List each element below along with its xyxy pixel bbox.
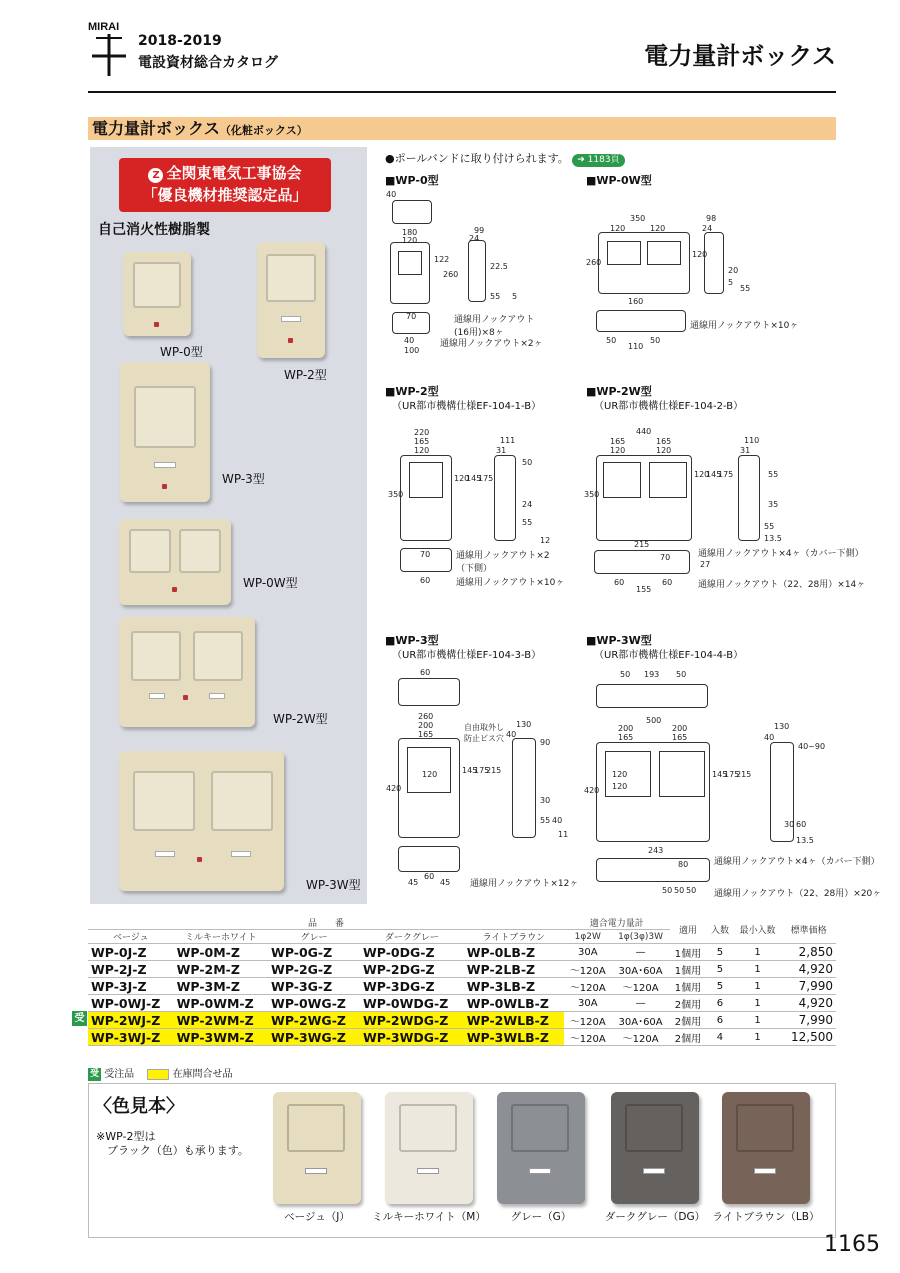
dim-wp3-10: 40 xyxy=(506,730,517,739)
dim-wp3-13: 55 xyxy=(540,816,551,825)
dim-wp0-1: 180 xyxy=(402,228,418,237)
dim-wp2-4: 145 xyxy=(466,474,482,483)
dim-wp3w-13: 420 xyxy=(584,786,600,795)
swatch-slot xyxy=(754,1168,776,1174)
table-cell: WP-2WM-Z xyxy=(174,1012,268,1029)
table-cell: 4 xyxy=(706,1029,733,1046)
dim-wp2-0: 220 xyxy=(414,428,430,437)
table-cell: WP-3LB-Z xyxy=(464,978,564,995)
mirai-logo xyxy=(88,18,130,78)
col-1p2w: 1φ2W xyxy=(564,930,612,944)
drawing-sub-wp2: （UR都市機構仕様EF-104-1-B） xyxy=(392,401,542,412)
table-cell: ～120A xyxy=(612,978,670,995)
table-cell: 1個用 xyxy=(670,978,707,995)
dim-wp0w-4: 120 xyxy=(692,250,708,259)
dim-wp0-4: 260 xyxy=(443,270,459,279)
dim-wp3w-9: 120 xyxy=(612,782,628,791)
table-cell: WP-0J-Z xyxy=(88,944,174,961)
dim-wp3-12: 30 xyxy=(540,796,551,805)
table-cell: ～120A xyxy=(564,1012,612,1029)
dim-wp3w-20: 243 xyxy=(648,846,664,855)
color-swatch xyxy=(497,1092,585,1204)
table-cell: WP-2G-Z xyxy=(268,961,360,978)
table-cell: WP-0WG-Z xyxy=(268,995,360,1012)
dim-wp2w-4: 120 xyxy=(656,446,672,455)
drawing-sub-wp3w: （UR都市機構仕様EF-104-4-B） xyxy=(594,650,744,661)
stock-legend-label: 在庫問合せ品 xyxy=(172,1069,233,1080)
dim-wp0-8: 55 xyxy=(490,292,501,301)
dim-wp0-10: 70 xyxy=(406,312,417,321)
col-dark-gray: ダークグレー xyxy=(360,930,464,944)
swatch-window xyxy=(399,1104,457,1152)
table-cell: WP-0DG-Z xyxy=(360,944,464,961)
drawing-wp2-side xyxy=(494,455,516,541)
table-cell: 1 xyxy=(734,944,782,961)
dim-wp3w-8: 120 xyxy=(612,770,628,779)
table-cell: WP-2LB-Z xyxy=(464,961,564,978)
dim-wp3w-12: 215 xyxy=(736,770,752,779)
table-cell: 4,920 xyxy=(781,995,836,1012)
dim-wp0-12: 100 xyxy=(404,346,420,355)
table-cell: WP-3G-Z xyxy=(268,978,360,995)
color-swatch xyxy=(385,1092,473,1204)
drawing-title-wp2: ■WP-2型 xyxy=(385,385,439,398)
dim-wp0w-0: 350 xyxy=(630,214,646,223)
dim-wp2w-3: 120 xyxy=(610,446,626,455)
dim-wp2w-13: 55 xyxy=(764,522,775,531)
drawing-wp0w-side xyxy=(704,232,724,294)
wp2w-knockout-note2: 通線用ノックアウト（22、28用）×14ヶ xyxy=(698,580,866,590)
dim-wp2w-0: 440 xyxy=(636,427,652,436)
color-swatch-label: ミルキーホワイト（M） xyxy=(372,1211,486,1223)
dim-wp3w-2: 50 xyxy=(676,670,687,679)
dim-wp0w-9: 55 xyxy=(740,284,751,293)
table-row xyxy=(88,978,836,995)
table-cell: ～120A xyxy=(564,978,612,995)
dim-wp3w-11: 175 xyxy=(724,770,740,779)
dim-wp3w-21: 80 xyxy=(678,860,689,869)
table-cell: 6 xyxy=(706,995,733,1012)
table-cell: WP-2WG-Z xyxy=(268,1012,360,1029)
dim-wp0-3: 122 xyxy=(434,255,450,264)
dim-wp0-9: 5 xyxy=(512,292,518,301)
table-cell: 1 xyxy=(734,961,782,978)
table-cell: 2個用 xyxy=(670,1029,707,1046)
drawing-wp3-top xyxy=(398,678,460,706)
dim-wp2w-12: 35 xyxy=(768,500,779,509)
dim-wp3-18: 45 xyxy=(440,878,451,887)
color-swatch xyxy=(273,1092,361,1204)
table-cell: WP-3WDG-Z xyxy=(360,1029,464,1046)
table-row xyxy=(88,1029,836,1046)
drawing-wp2w-bottom xyxy=(594,550,690,574)
dim-wp0w-8: 5 xyxy=(728,278,734,287)
photo-wp2w xyxy=(119,617,255,727)
header-divider xyxy=(88,91,836,93)
page-number: 1165 xyxy=(824,1232,880,1257)
drawing-wp3w-bottom xyxy=(596,858,710,882)
dim-wp2w-15: 215 xyxy=(634,540,650,549)
material-label: 自己消火性樹脂製 xyxy=(98,222,210,238)
drawing-wp0-side xyxy=(468,240,486,302)
wp3-knockout-note: 通線用ノックアウト×12ヶ xyxy=(470,879,579,889)
col-price: 標準価格 xyxy=(781,916,836,944)
dim-wp3-16: 45 xyxy=(408,878,419,887)
order-legend-mark: 受 xyxy=(89,1068,99,1079)
table-cell: 2,850 xyxy=(781,944,836,961)
col-quantity: 入数 xyxy=(706,916,733,944)
dim-wp2w-19: 155 xyxy=(636,585,652,594)
table-cell: — xyxy=(612,944,670,961)
dim-wp0w-2: 120 xyxy=(650,224,666,233)
drawing-wp0-front xyxy=(390,242,430,304)
dim-wp2w-20: 60 xyxy=(662,578,673,587)
drawing-wp3-front xyxy=(398,738,460,838)
table-cell: WP-2M-Z xyxy=(174,961,268,978)
dim-wp3w-4: 200 xyxy=(618,724,634,733)
table-cell: 7,990 xyxy=(781,978,836,995)
color-swatch-label: ライトブラウン（LB） xyxy=(712,1211,820,1223)
swatch-slot xyxy=(417,1168,439,1174)
dim-wp3w-15: 40 xyxy=(764,733,775,742)
wp2-knockout-note2: 通線用ノックアウト×10ヶ xyxy=(456,578,565,588)
page-reference-text: 1183頁 xyxy=(587,155,620,165)
dim-wp2-11: 55 xyxy=(522,518,533,527)
color-swatch xyxy=(611,1092,699,1204)
swatch-slot xyxy=(529,1168,551,1174)
photo-label-wp3w: WP-3W型 xyxy=(306,878,361,892)
swatch-window xyxy=(736,1104,794,1152)
table-cell: WP-0WDG-Z xyxy=(360,995,464,1012)
table-row xyxy=(88,961,836,978)
section-title-text: 電力量計ボックス xyxy=(92,119,220,138)
dim-wp3-14: 40 xyxy=(552,816,563,825)
table-cell: 4,920 xyxy=(781,961,836,978)
col-application: 適用 xyxy=(670,916,707,944)
table-cell: 12,500 xyxy=(781,1029,836,1046)
dim-wp2w-5: 120 xyxy=(694,470,710,479)
dim-wp3w-5: 200 xyxy=(672,724,688,733)
drawing-wp3w-top xyxy=(596,684,708,708)
drawing-title-wp0w: ■WP-0W型 xyxy=(586,174,652,187)
dim-wp2-5: 175 xyxy=(478,474,494,483)
dim-wp2-10: 24 xyxy=(522,500,533,509)
dim-wp0-7: 22.5 xyxy=(490,262,508,271)
dim-wp3w-3: 500 xyxy=(646,716,662,725)
dim-wp2-9: 50 xyxy=(522,458,533,467)
table-cell: 2個用 xyxy=(670,1012,707,1029)
badge-line1: 全関東電気工事協会 xyxy=(166,164,302,182)
dim-wp3-8: 215 xyxy=(486,766,502,775)
drawing-wp0w-bottom xyxy=(596,310,686,332)
pole-band-note xyxy=(385,150,625,167)
table-cell: ～120A xyxy=(564,1029,612,1046)
dim-wp3w-10: 145 xyxy=(712,770,728,779)
dim-wp2w-1: 165 xyxy=(610,437,626,446)
dim-wp0-11: 40 xyxy=(404,336,415,345)
swatch-window xyxy=(625,1104,683,1152)
table-legend xyxy=(88,1065,233,1081)
table-cell: 1個用 xyxy=(670,961,707,978)
table-cell: 30A xyxy=(564,944,612,961)
drawing-title-wp3: ■WP-3型 xyxy=(385,634,439,647)
section-subtitle: （化粧ボックス） xyxy=(219,124,308,137)
table-cell: WP-2DG-Z xyxy=(360,961,464,978)
dim-wp2w-2: 165 xyxy=(656,437,672,446)
dim-wp2w-16: 27 xyxy=(700,560,711,569)
table-cell: 7,990 xyxy=(781,1012,836,1029)
photo-label-wp3: WP-3型 xyxy=(222,472,265,486)
color-swatch-label: ベージュ（J） xyxy=(284,1211,350,1223)
page-reference-link[interactable]: ➜ 1183頁 xyxy=(572,154,624,167)
col-milky-white: ミルキーホワイト xyxy=(174,930,268,944)
dim-wp3w-19: 30 xyxy=(784,820,795,829)
part-number-header: 品 番 xyxy=(88,916,564,930)
table-cell: WP-0WJ-Z xyxy=(88,995,174,1012)
photo-label-wp0: WP-0型 xyxy=(160,345,203,359)
table-cell: WP-3M-Z xyxy=(174,978,268,995)
dim-wp2w-9: 110 xyxy=(744,436,760,445)
dim-wp2-3: 120 xyxy=(454,474,470,483)
table-cell: 5 xyxy=(706,944,733,961)
dim-wp2w-14: 13.5 xyxy=(764,534,782,543)
dim-wp2-1: 165 xyxy=(414,437,430,446)
drawing-sub-wp3: （UR都市機構仕様EF-104-3-B） xyxy=(392,650,542,661)
wp2w-knockout-note1: 通線用ノックアウト×4ヶ（カバー下側） xyxy=(698,549,864,559)
drawing-wp3-side xyxy=(512,738,536,838)
table-cell: 5 xyxy=(706,961,733,978)
wp0-knockout-note2: 通線用ノックアウト×2ヶ xyxy=(440,339,543,349)
wp3w-knockout-note2: 通線用ノックアウト（22、28用）×20ヶ xyxy=(714,889,882,899)
col-beige: ベージュ xyxy=(88,930,174,944)
table-cell: WP-0M-Z xyxy=(174,944,268,961)
dim-wp3-15: 11 xyxy=(558,830,569,839)
power-meter-header: 適合電力量計 xyxy=(564,916,670,930)
wp0-knockout-note1: 通線用ノックアウト (16用)×8ヶ xyxy=(454,315,535,338)
col-gray: グレー xyxy=(268,930,360,944)
table-cell: WP-3J-Z xyxy=(88,978,174,995)
photo-wp2 xyxy=(257,242,325,358)
table-cell: WP-2J-Z xyxy=(88,961,174,978)
color-sample-note: ※WP-2型は ブラック（色）も承ります。 xyxy=(96,1130,249,1157)
dim-wp3w-22: 50 xyxy=(662,886,673,895)
dim-wp2-13: 70 xyxy=(420,550,431,559)
dim-wp2-8: 31 xyxy=(496,446,507,455)
dim-wp0w-7: 20 xyxy=(728,266,739,275)
table-cell: WP-0WM-Z xyxy=(174,995,268,1012)
drawing-sub-wp2w: （UR都市機構仕様EF-104-2-B） xyxy=(594,401,744,412)
dim-wp0w-13: 50 xyxy=(650,336,661,345)
dim-wp3-2: 200 xyxy=(418,721,434,730)
dim-wp3-6: 145 xyxy=(462,766,478,775)
wp3w-knockout-note1: 通線用ノックアウト×4ヶ（カバー下側） xyxy=(714,857,880,867)
photo-wp0w xyxy=(119,519,231,605)
swatch-window xyxy=(287,1104,345,1152)
dim-wp0w-10: 160 xyxy=(628,297,644,306)
wp2-knockout-note1: 通線用ノックアウト×2 （下側） xyxy=(456,551,550,574)
drawing-title-wp3w: ■WP-3W型 xyxy=(586,634,652,647)
dim-wp0-2: 120 xyxy=(402,236,418,245)
dim-wp3-3: 165 xyxy=(418,730,434,739)
page-title: 電力量計ボックス xyxy=(644,42,836,70)
table-cell: WP-3WLB-Z xyxy=(464,1029,564,1046)
drawing-wp2-front xyxy=(400,455,452,541)
badge-line2: 「優良機材推奨認定品」 xyxy=(142,186,308,204)
table-cell: 30A･60A xyxy=(612,961,670,978)
svg-text:MIRAI: MIRAI xyxy=(88,21,120,33)
photo-label-wp2w: WP-2W型 xyxy=(273,712,328,726)
dim-wp0w-5: 98 xyxy=(706,214,717,223)
table-cell: WP-3WG-Z xyxy=(268,1029,360,1046)
drawing-title-wp2w: ■WP-2W型 xyxy=(586,385,652,398)
table-cell: WP-0WLB-Z xyxy=(464,995,564,1012)
catalog-name: 電設資材総合カタログ xyxy=(138,55,278,71)
dim-wp0w-3: 260 xyxy=(586,258,602,267)
table-cell: 6 xyxy=(706,1012,733,1029)
drawing-wp2w-front xyxy=(596,455,692,541)
order-legend-label: 受注品 xyxy=(104,1069,135,1080)
photo-wp3w xyxy=(119,751,284,891)
dim-wp3w-0: 50 xyxy=(620,670,631,679)
catalog-year: 2018-2019 xyxy=(138,33,222,49)
table-cell: 30A xyxy=(564,995,612,1012)
drawing-wp0w-front xyxy=(598,232,690,294)
order-item-mark: 受 xyxy=(72,1011,87,1026)
dim-wp2w-7: 175 xyxy=(718,470,734,479)
table-cell: 2個用 xyxy=(670,995,707,1012)
dim-wp3w-7: 165 xyxy=(672,733,688,742)
stock-legend-swatch xyxy=(147,1069,169,1080)
drawing-wp3-bottom xyxy=(398,846,460,872)
dim-wp0w-12: 110 xyxy=(628,342,644,351)
table-cell: WP-2WJ-Z xyxy=(88,1012,174,1029)
swatch-slot xyxy=(643,1168,665,1174)
swatch-slot xyxy=(305,1168,327,1174)
table-cell: WP-0G-Z xyxy=(268,944,360,961)
drawing-wp2w-side xyxy=(738,455,760,541)
table-row xyxy=(88,995,836,1012)
certification-mark-icon: Z xyxy=(148,168,163,183)
dim-wp2w-17: 70 xyxy=(660,553,671,562)
dim-wp0-6: 24 xyxy=(469,234,480,243)
table-cell: 1 xyxy=(734,995,782,1012)
dim-wp2-7: 111 xyxy=(500,436,516,445)
dim-wp0-0: 40 xyxy=(386,190,397,199)
swatch-window xyxy=(511,1104,569,1152)
dim-wp3w-18: 13.5 xyxy=(796,836,814,845)
wp3-screw-note: 自由取外し 防止ビス穴 xyxy=(464,723,504,743)
dim-wp3w-24: 50 xyxy=(686,886,697,895)
dim-wp3-11: 90 xyxy=(540,738,551,747)
table-group-header xyxy=(88,916,836,930)
table-cell: WP-3DG-Z xyxy=(360,978,464,995)
photo-wp3 xyxy=(120,362,210,502)
table-row xyxy=(88,944,836,961)
table-cell: ～120A xyxy=(564,961,612,978)
col-1p3w: 1φ(3φ)3W xyxy=(612,930,670,944)
dim-wp3w-14: 130 xyxy=(774,722,790,731)
table-cell: 1個用 xyxy=(670,944,707,961)
dim-wp3w-17: 60 xyxy=(796,820,807,829)
col-light-brown: ライトブラウン xyxy=(464,930,564,944)
dim-wp3w-6: 165 xyxy=(618,733,634,742)
table-cell: WP-3WJ-Z xyxy=(88,1029,174,1046)
dim-wp3-7: 175 xyxy=(474,766,490,775)
table-cell: WP-2WLB-Z xyxy=(464,1012,564,1029)
certification-badge xyxy=(119,158,331,212)
table-cell: — xyxy=(612,995,670,1012)
dim-wp3w-23: 50 xyxy=(674,886,685,895)
col-min-quantity: 最小入数 xyxy=(734,916,782,944)
dim-wp2w-10: 31 xyxy=(740,446,751,455)
dim-wp3w-1: 193 xyxy=(644,670,660,679)
dim-wp2-14: 60 xyxy=(420,576,431,585)
photo-wp0 xyxy=(123,252,191,336)
dim-wp3-4: 420 xyxy=(386,784,402,793)
photo-label-wp2: WP-2型 xyxy=(284,368,327,382)
spec-table xyxy=(88,916,836,1046)
dim-wp0w-6: 24 xyxy=(702,224,713,233)
table-cell: 5 xyxy=(706,978,733,995)
dim-wp2w-18: 60 xyxy=(614,578,625,587)
dim-wp0-5: 99 xyxy=(474,226,485,235)
dim-wp3-1: 260 xyxy=(418,712,434,721)
dim-wp2w-6: 145 xyxy=(706,470,722,479)
dim-wp0w-1: 120 xyxy=(610,224,626,233)
drawing-wp3w-front xyxy=(596,742,710,842)
photo-label-wp0w: WP-0W型 xyxy=(243,576,298,590)
dim-wp2-2: 120 xyxy=(414,446,430,455)
table-cell: WP-0LB-Z xyxy=(464,944,564,961)
color-swatch-label: グレー（G） xyxy=(510,1211,572,1223)
color-swatch-label: ダークグレー（DG） xyxy=(604,1211,706,1223)
table-cell: WP-3WM-Z xyxy=(174,1029,268,1046)
wp0w-knockout-note: 通線用ノックアウト×10ヶ xyxy=(690,321,799,331)
table-cell: 1 xyxy=(734,1012,782,1029)
section-title xyxy=(92,117,308,142)
dim-wp3-0: 60 xyxy=(420,668,431,677)
dim-wp0w-11: 50 xyxy=(606,336,617,345)
table-cell: 1 xyxy=(734,1029,782,1046)
table-cell: WP-2WDG-Z xyxy=(360,1012,464,1029)
color-swatch xyxy=(722,1092,810,1204)
dim-wp2-6: 350 xyxy=(388,490,404,499)
table-cell: ～120A xyxy=(612,1029,670,1046)
pole-band-note-text: ●ポールバンドに取り付けられます。 xyxy=(385,152,569,165)
dim-wp3-9: 130 xyxy=(516,720,532,729)
drawing-wp0-top xyxy=(392,200,432,224)
dim-wp3-5: 120 xyxy=(422,770,438,779)
dim-wp2w-11: 55 xyxy=(768,470,779,479)
color-sample-title: 〈色見本〉 xyxy=(94,1096,184,1117)
drawing-title-wp0: ■WP-0型 xyxy=(385,174,439,187)
table-cell: 30A･60A xyxy=(612,1012,670,1029)
dim-wp3w-16: 40~90 xyxy=(798,742,826,751)
dim-wp3-17: 60 xyxy=(424,872,435,881)
table-row xyxy=(88,1012,836,1029)
dim-wp2w-8: 350 xyxy=(584,490,600,499)
table-cell: 1 xyxy=(734,978,782,995)
dim-wp2-12: 12 xyxy=(540,536,551,545)
